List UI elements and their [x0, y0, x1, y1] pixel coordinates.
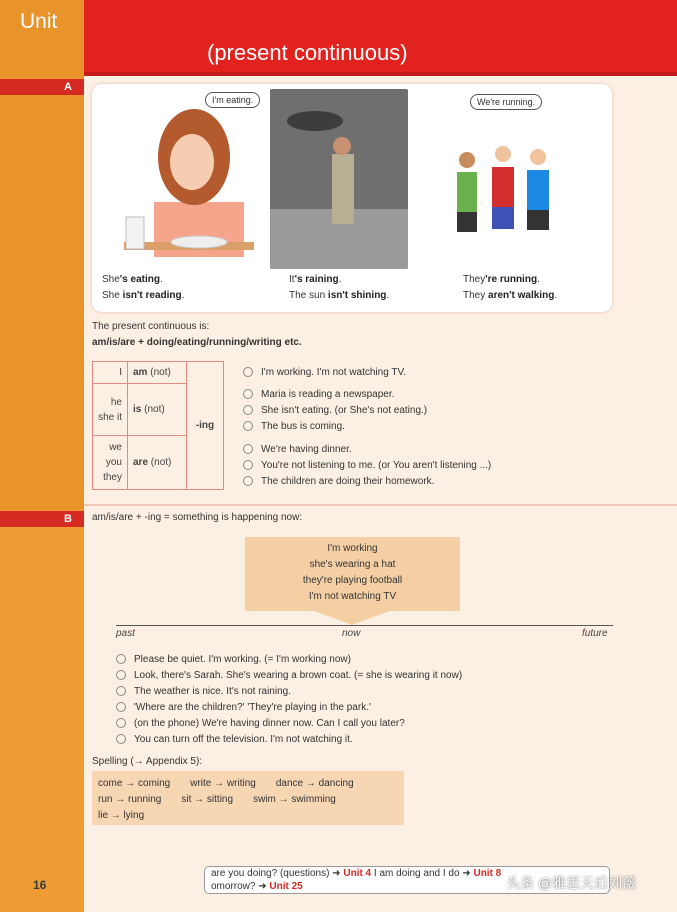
example-a-6: You're not listening to me. (or You aren't listening ...) [243, 460, 491, 471]
section-a-tab: A [0, 79, 84, 95]
example-a-7: The children are doing their homework. [243, 476, 434, 487]
timeline-future: future [582, 628, 608, 639]
page-title: (present continuous) [207, 40, 408, 65]
caption-raining: It's raining. The sun isn't shining. [289, 274, 390, 301]
ing-suffix: -ing [187, 362, 224, 490]
example-a-2: Maria is reading a newspaper. [243, 389, 394, 400]
example-b-1: Please be quiet. I'm working. (= I'm working now) [116, 654, 351, 665]
verb-am: am [133, 367, 148, 378]
example-b-3: The weather is nice. It's not raining. [116, 686, 291, 697]
caption-eating: She's eating. She isn't reading. [102, 274, 185, 301]
example-a-1: I'm working. I'm not watching TV. [243, 367, 406, 378]
page-number: 16 [33, 878, 47, 892]
spelling-box: come → coming write → writing dance → dancing run → running sit → sitting swim → swimming lie → lying [92, 771, 404, 825]
now-line-2: she's wearing a hat [309, 559, 396, 570]
example-b-6: You can turn off the television. I'm not watching it. [116, 734, 353, 745]
conjugation-table [92, 361, 224, 490]
watermark: 头条 @雅思天后刘薇 [506, 875, 637, 891]
unit-25-link[interactable]: Unit 25 [269, 881, 303, 892]
example-a-5: We're having dinner. [243, 444, 352, 455]
unit-8-link[interactable]: Unit 8 [473, 868, 502, 879]
subject-we-you-they: we you they [93, 436, 128, 490]
verb-is: is [133, 404, 142, 415]
speech-bubble-running: We're running. [470, 94, 542, 110]
now-examples-box [245, 537, 460, 611]
runners-illustration [427, 112, 607, 272]
timeline-now: now [342, 628, 361, 639]
example-b-2: Look, there's Sarah. She's wearing a brown coat. (= she is wearing it now) [116, 670, 462, 681]
subject-i: I [93, 362, 128, 384]
now-line-4: I'm not watching TV [308, 591, 397, 602]
example-b-4: 'Where are the children?' 'They're playing in the park.' [116, 702, 371, 713]
example-b-5: (on the phone) We're having dinner now. Can I call you later? [116, 718, 405, 729]
subject-he-she-it: he she it [93, 384, 128, 436]
section-divider [84, 504, 677, 506]
section-b-definition: am/is/are + -ing = something is happening now: [92, 512, 303, 523]
rain-man-illustration [270, 89, 408, 269]
header-stripe [84, 72, 677, 76]
spelling-label: Spelling (→ Appendix 5): [92, 756, 203, 767]
timeline [116, 625, 613, 626]
verb-are: are [133, 457, 149, 468]
intro-line-1: The present continuous is: [92, 321, 210, 332]
now-line-3: they're playing football [302, 575, 403, 586]
now-arrow [312, 610, 392, 625]
unit-4-link[interactable]: Unit 4 [343, 868, 372, 879]
caption-running: They're running. They aren't walking. [463, 274, 558, 301]
example-a-3: She isn't eating. (or She's not eating.) [243, 405, 427, 416]
unit-label: Unit [20, 10, 58, 33]
sidebar-lower [0, 510, 84, 912]
neg-is: (not) [144, 404, 165, 415]
eating-woman-illustration [104, 92, 264, 272]
neg-am: (not) [150, 367, 171, 378]
neg-are: (not) [150, 457, 172, 468]
speech-bubble-eating: I'm eating. [205, 92, 260, 108]
illustration-panel [92, 84, 612, 312]
timeline-past: past [116, 628, 135, 639]
example-a-4: The bus is coming. [243, 421, 345, 432]
intro-line-2: am/is/are + doing/eating/running/writing etc. [92, 337, 302, 348]
now-line-1: I'm working [327, 543, 378, 554]
cross-reference-box: are you doing? (questions) ➜ Unit 4 I am doing and I do ➜ Unit 8 omorrow? ➜ Unit 25 [204, 866, 610, 894]
section-b-tab: B [0, 511, 84, 527]
